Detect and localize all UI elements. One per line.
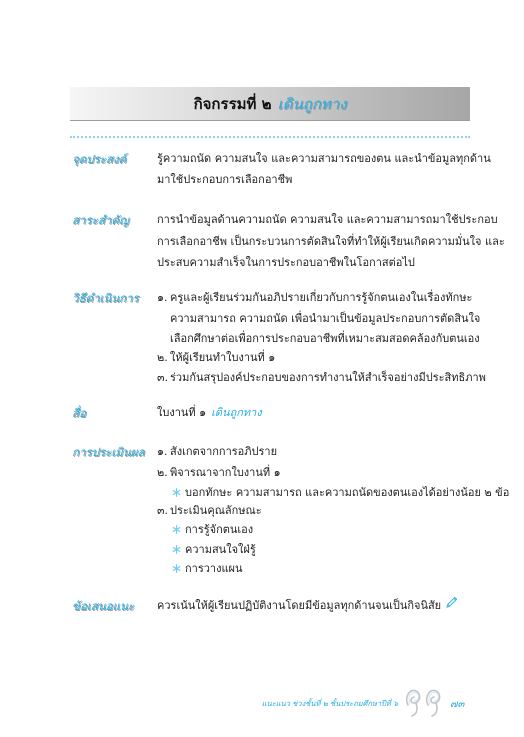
page-number: ๗๓ xyxy=(450,699,465,710)
procedure-item-line: ครูและผู้เรียนร่วมกันอภิปรายเกี่ยวกับการรู้จักตนเองในเรื่องทักษะ xyxy=(170,291,473,304)
procedure-item-number: ๒. xyxy=(157,351,168,364)
activity-name: เดินถูกทาง xyxy=(277,95,347,113)
procedure-item-line: เลือกศึกษาต่อเพื่อการประกอบอาชีพที่เหมาะสมสอดคล้องกับตนเอง xyxy=(170,332,480,345)
section-label-objective: จุดประสงค์ xyxy=(72,152,127,166)
procedure-item-number: ๓. xyxy=(157,371,169,384)
key-concept-line: ประสบความสำเร็จในการประกอบอาชีพในโอกาสต่อไป xyxy=(157,256,415,269)
evaluation-item-number: ๓. xyxy=(157,504,169,517)
section-label-procedure: วิธีดำเนินการ xyxy=(72,291,139,305)
evaluation-bullet-text: ความสนใจใฝ่รู้ xyxy=(185,543,256,556)
evaluation-item-number: ๑. xyxy=(157,445,168,458)
section-label-evaluation: การประเมินผล xyxy=(72,445,145,459)
suggestion-text: ควรเน้นให้ผู้เรียนปฏิบัติงานโดยมีข้อมูลทุกด้านจนเป็นกิจนิสัย xyxy=(157,599,442,612)
evaluation-bullet-text: บอกทักษะ ความสามารถ และความถนัดของตนเองได้อย่างน้อย ๒ ข้อ xyxy=(185,486,510,499)
procedure-item-line: ร่วมกันสรุปองค์ประกอบของการทำงานให้สำเร็จอย่างมีประสิทธิภาพ xyxy=(170,371,486,384)
evaluation-bullet-text: การรู้จักตนเอง xyxy=(185,523,254,536)
footer-book-title: แนะแนว ช่วงชั้นที่ ๒ ชั้นประถมศึกษาปีที่ ๖ xyxy=(261,699,398,708)
key-concept-line: การนำข้อมูลด้านความถนัด ความสนใจ และความสามารถมาใช้ประกอบ xyxy=(157,213,498,226)
procedure-item-line: ความสามารถ ความถนัด เพื่อนำมาเป็นข้อมูลประกอบการตัดสินใจ xyxy=(170,312,481,325)
pencil-icon xyxy=(445,596,458,616)
evaluation-item-text: ประเมินคุณลักษณะ xyxy=(170,504,262,517)
evaluation-item-text: สังเกตจากการอภิปราย xyxy=(170,445,278,458)
activity-title-banner xyxy=(70,87,470,121)
page-ornament-icon xyxy=(402,683,448,719)
dotted-divider xyxy=(70,136,470,138)
objective-line: มาใช้ประกอบการเลือกอาชีพ xyxy=(157,173,293,186)
evaluation-item-text: พิจารณาจากใบงานที่ ๑ xyxy=(170,466,281,479)
section-label-suggestion: ข้อเสนอแนะ xyxy=(72,599,134,613)
media-worksheet-number: ใบงานที่ ๑ xyxy=(157,406,207,419)
objective-line: รู้ความถนัด ความสนใจ และความสามารถของตน และนำข้อมูลทุกด้าน xyxy=(157,152,491,165)
snowflake-icon xyxy=(172,520,182,540)
snowflake-icon xyxy=(172,559,182,579)
activity-number: กิจกรรมที่ ๒ xyxy=(193,95,272,113)
section-label-key-concept: สาระสำคัญ xyxy=(72,213,129,227)
procedure-item-number: ๑. xyxy=(157,291,168,304)
evaluation-bullet-text: การวางแผน xyxy=(185,562,243,575)
key-concept-line: การเลือกอาชีพ เป็นกระบวนการตัดสินใจที่ทำให้ผู้เรียนเกิดความมั่นใจ และ xyxy=(157,235,505,248)
snowflake-icon xyxy=(172,483,182,503)
suggestion-line xyxy=(157,596,470,616)
snowflake-icon xyxy=(172,540,182,560)
media-line xyxy=(157,403,470,423)
section-label-media: สื่อ xyxy=(72,406,86,420)
media-worksheet-name: เดินถูกทาง xyxy=(211,406,262,419)
procedure-item-line: ให้ผู้เรียนทำใบงานที่ ๑ xyxy=(170,351,276,364)
evaluation-item-number: ๒. xyxy=(157,466,168,479)
